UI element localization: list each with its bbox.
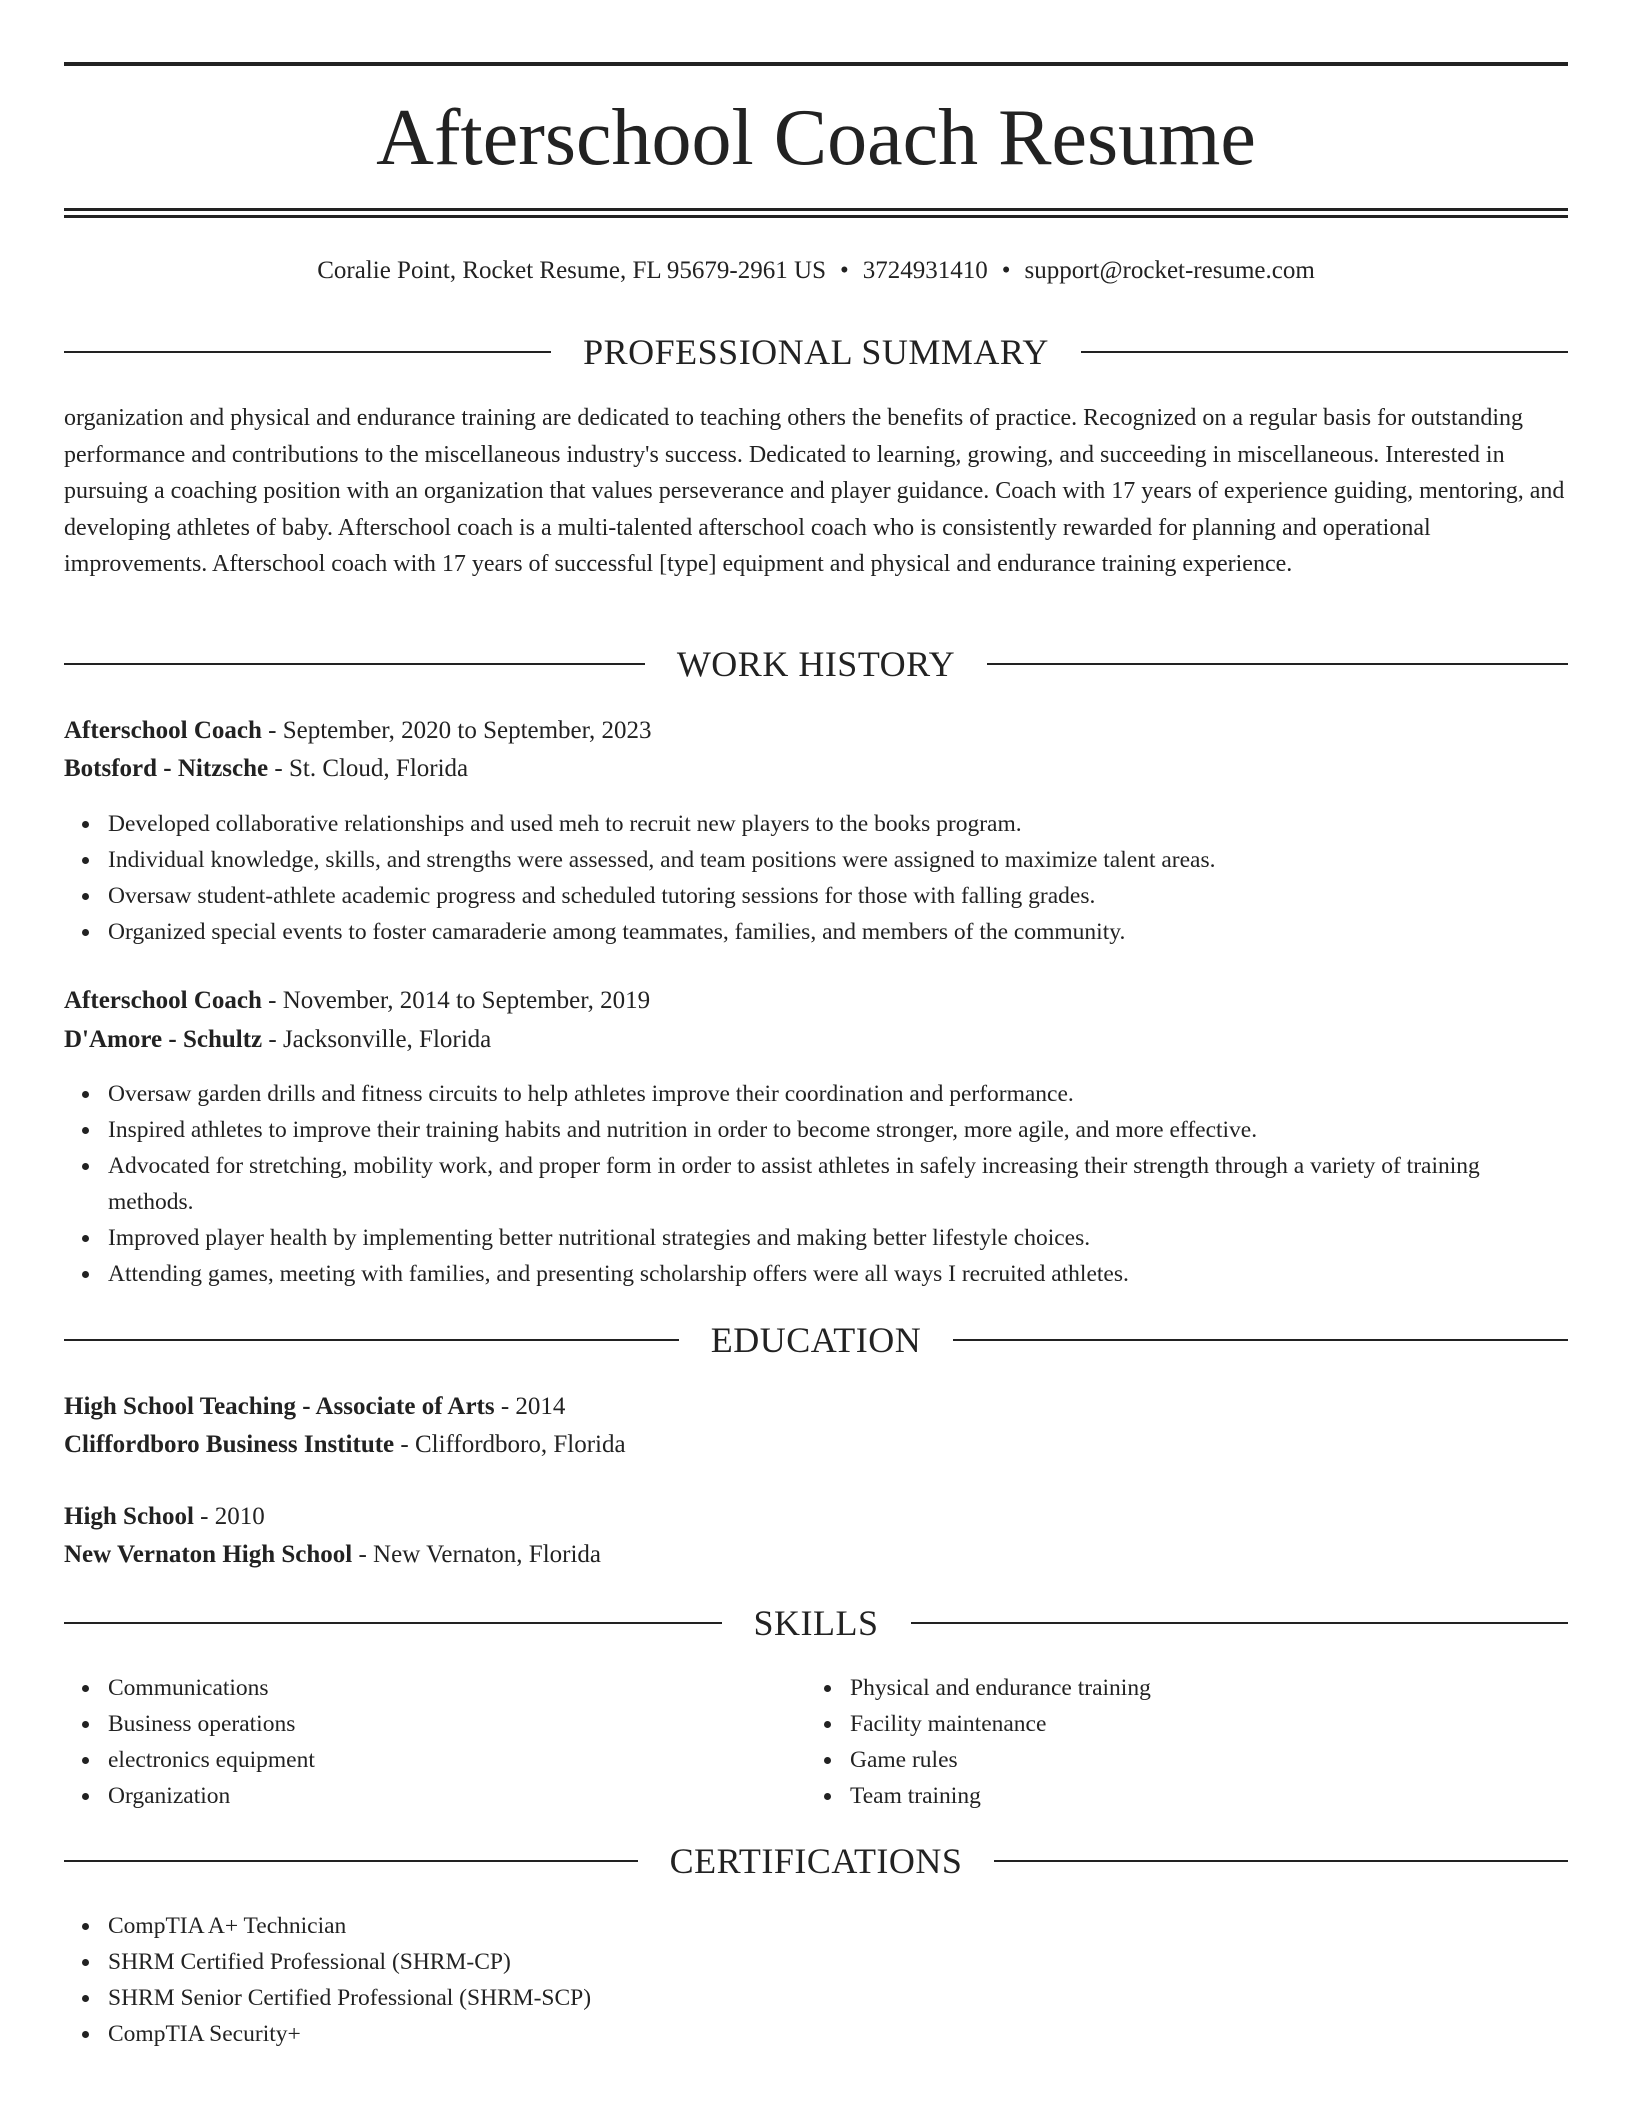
list-item: Organized special events to foster camaraderie among teammates, families, and members of the community. (108, 914, 1568, 950)
list-item: Oversaw garden drills and fitness circuits to help athletes improve their coordination and performance. (108, 1076, 1568, 1112)
heading-rule (953, 1339, 1568, 1341)
education-school-line (64, 1536, 1568, 1574)
skill-item: Facility maintenance (850, 1706, 1632, 1742)
skills-list-right (806, 1670, 1632, 1814)
skill-item: electronics equipment (108, 1742, 1568, 1778)
skill-item: Game rules (850, 1742, 1632, 1778)
job-company-line (64, 1021, 1568, 1059)
list-item: Inspired athletes to improve their training habits and nutrition in order to become stronger, more agile, and more effective. (108, 1112, 1568, 1148)
education-school: Cliffordboro Business Institute (64, 1431, 395, 1458)
heading-rule (64, 663, 645, 665)
section-heading-summary (64, 327, 1568, 377)
job-title-line (64, 982, 1568, 1020)
list-item: Improved player health by implementing better nutritional strategies and making better lifestyle choices. (108, 1220, 1568, 1256)
certification-item: CompTIA Security+ (108, 2016, 1568, 2052)
education-school-line (64, 1426, 1568, 1464)
contact-separator: • (839, 257, 849, 284)
certification-item: SHRM Certified Professional (SHRM-CP) (108, 1944, 1568, 1980)
heading-rule (64, 1860, 638, 1862)
job-bullets (64, 806, 1568, 950)
section-heading-work (64, 639, 1568, 689)
job-dates: - November, 2014 to September, 2019 (261, 987, 651, 1014)
list-item: Developed collaborative relationships and used meh to recruit new players to the books program. (108, 806, 1568, 842)
section-title: EDUCATION (710, 1320, 922, 1360)
contact-address: Coralie Point, Rocket Resume, FL 95679-2961 US (317, 257, 826, 284)
skill-item: Business operations (108, 1706, 1568, 1742)
job-title: Afterschool Coach (64, 987, 262, 1014)
section-title: SKILLS (753, 1603, 879, 1643)
heading-rule (911, 1622, 1569, 1624)
title-rule-lower (64, 215, 1568, 218)
section-heading-skills (64, 1598, 1568, 1648)
top-rule (64, 62, 1568, 66)
resume-title: Afterschool Coach Resume (376, 94, 1256, 182)
education-school: New Vernaton High School (64, 1541, 353, 1568)
certification-item: SHRM Senior Certified Professional (SHRM-SCP) (108, 1980, 1568, 2016)
job-company: Botsford - Nitzsche (64, 755, 269, 782)
summary-text: organization and physical and endurance training are dedicated to teaching others the benefits of practice. Recognized on a regular basis for outstanding performance and contributions to the miscellaneous industry's success. Dedicated to learning, growing, and succeeding in miscellaneous. Interested in pursuing a coaching position with an organization that values perseverance and player guidance. Coach with 17 years of experience guiding, mentoring, and developing athletes of baby. Afterschool coach is a multi-talented afterschool coach who is consistently rewarded for planning and operational improvements. Afterschool coach with 17 years of successful [type] equipment and physical and endurance training experience. (64, 405, 1565, 577)
skill-item: Physical and endurance training (850, 1670, 1632, 1706)
heading-rule (64, 351, 551, 353)
contact-phone: 3724931410 (862, 257, 988, 284)
job-location: - St. Cloud, Florida (268, 755, 469, 782)
education-year: - 2014 (494, 1393, 566, 1420)
job-title-line (64, 712, 1568, 750)
section-title: CERTIFICATIONS (669, 1841, 963, 1881)
skill-item: Communications (108, 1670, 1568, 1706)
job-bullets (64, 1076, 1568, 1292)
education-degree-line (64, 1388, 1568, 1426)
skill-item: Organization (108, 1778, 1568, 1814)
heading-rule (987, 663, 1568, 665)
job-company-line (64, 750, 1568, 788)
heading-rule (1081, 351, 1568, 353)
list-item: Oversaw student-athlete academic progress and scheduled tutoring sessions for those with falling grades. (108, 878, 1568, 914)
education-degree: High School Teaching - Associate of Arts (64, 1393, 495, 1420)
education-location: - Cliffordboro, Florida (394, 1431, 626, 1458)
section-title: WORK HISTORY (676, 644, 956, 684)
education-location: - New Vernaton, Florida (352, 1541, 602, 1568)
job-company: D'Amore - Schultz (64, 1026, 263, 1053)
education-degree-line (64, 1498, 1568, 1536)
contact-separator: • (1001, 257, 1011, 284)
education-degree: High School (64, 1503, 194, 1530)
section-heading-certifications (64, 1836, 1568, 1886)
list-item: Attending games, meeting with families, and presenting scholarship offers were all ways I recruited athletes. (108, 1256, 1568, 1292)
list-item: Individual knowledge, skills, and strengths were assessed, and team positions were assigned to maximize talent areas. (108, 842, 1568, 878)
skill-item: Team training (850, 1778, 1632, 1814)
job-dates: - September, 2020 to September, 2023 (261, 717, 652, 744)
heading-rule (994, 1860, 1568, 1862)
contact-email: support@rocket-resume.com (1024, 257, 1315, 284)
job-title: Afterschool Coach (64, 717, 262, 744)
section-heading-education (64, 1315, 1568, 1365)
education-year: - 2010 (193, 1503, 265, 1530)
certifications-list (64, 1908, 1568, 2052)
contact-line (64, 254, 1568, 288)
job-location: - Jacksonville, Florida (262, 1026, 492, 1053)
heading-rule (64, 1622, 722, 1624)
title-rule-upper (64, 208, 1568, 211)
list-item: Advocated for stretching, mobility work, and proper form in order to assist athletes in safely increasing their strength through a variety of training methods. (108, 1148, 1568, 1220)
certification-item: CompTIA A+ Technician (108, 1908, 1568, 1944)
heading-rule (64, 1339, 679, 1341)
section-title: PROFESSIONAL SUMMARY (583, 332, 1049, 372)
